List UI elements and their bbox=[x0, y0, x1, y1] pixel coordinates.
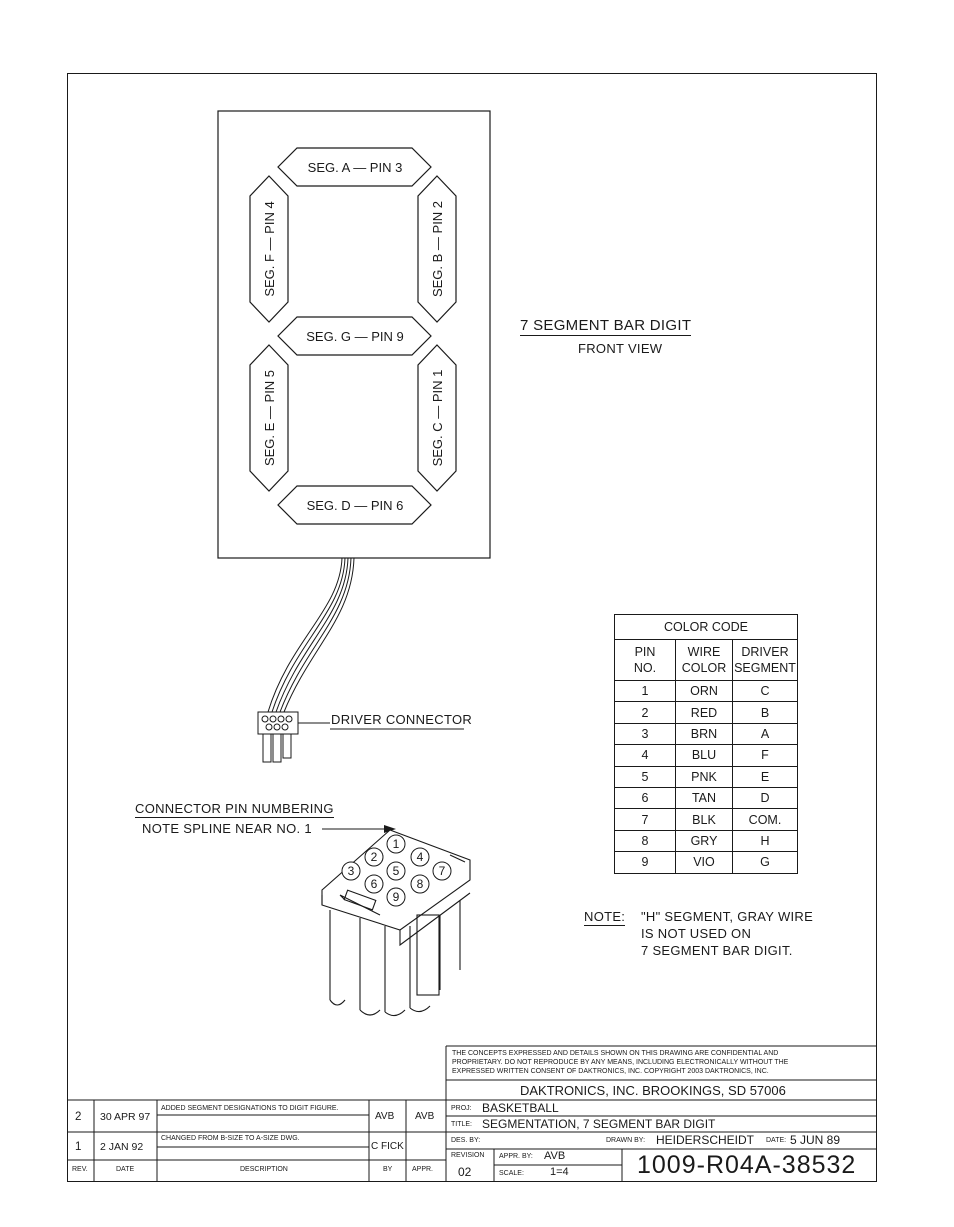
digit-subtitle: FRONT VIEW bbox=[578, 341, 663, 356]
date-header: DATE bbox=[116, 1166, 135, 1173]
table-row: 4 BLU F bbox=[615, 745, 798, 766]
appr-header: APPR. bbox=[412, 1166, 434, 1173]
table-row: 6 TAN D bbox=[615, 787, 798, 808]
description-header: DESCRIPTION bbox=[240, 1166, 288, 1173]
pin-2-label: 2 bbox=[370, 850, 378, 864]
confidential-notice: THE CONCEPTS EXPRESSED AND DETAILS SHOWN ON THIS DRAWING ARE CONFIDENTIAL AND PROPRIETARY. DO NOT REPRODUCE BY ANY MEANS, INCLUDING ELECTRONICALLY WITHOUT THE EXPRESSED WRITTEN CONSENT OF DAKTRONICS, INC. COPYRIGHT 2003 DAKTRONICS, INC. bbox=[452, 1050, 789, 1075]
drawing-title: SEGMENTATION, 7 SEGMENT BAR DIGIT bbox=[482, 1117, 716, 1131]
header-pin: PIN NO. bbox=[615, 640, 676, 681]
drawn-by: HEIDERSCHEIDT bbox=[656, 1133, 755, 1147]
rev-header: REV. bbox=[72, 1166, 88, 1173]
segment-c-label: SEG. C — PIN 1 bbox=[430, 369, 445, 467]
segment-a-label: SEG. A — PIN 3 bbox=[307, 160, 403, 175]
rev-2-date: 30 APR 97 bbox=[100, 1111, 151, 1123]
revision-label: REVISION bbox=[451, 1152, 485, 1159]
title-label: TITLE: bbox=[451, 1121, 473, 1128]
digit-title: 7 SEGMENT BAR DIGIT bbox=[520, 317, 692, 334]
table-row: 8 GRY H bbox=[615, 830, 798, 851]
table-row: 7 BLK COM. bbox=[615, 809, 798, 830]
rev-2-by: AVB bbox=[375, 1111, 395, 1122]
table-row: 1 ORN C bbox=[615, 681, 798, 702]
note-line-3: 7 SEGMENT BAR DIGIT. bbox=[641, 943, 793, 958]
scale: 1=4 bbox=[550, 1166, 569, 1178]
header-driver: DRIVER SEGMENT bbox=[733, 640, 798, 681]
pin-8-label: 8 bbox=[416, 877, 424, 891]
by-header: BY bbox=[383, 1166, 393, 1173]
company: DAKTRONICS, INC. BROOKINGS, SD 57006 bbox=[520, 1083, 786, 1098]
pin-5-label: 5 bbox=[392, 864, 400, 878]
segment-f-label: SEG. F — PIN 4 bbox=[262, 201, 277, 297]
table-row: 5 PNK E bbox=[615, 766, 798, 787]
rev-2: 2 bbox=[75, 1111, 82, 1123]
des-by-label: DES. BY: bbox=[451, 1137, 481, 1144]
segment-e-label: SEG. E — PIN 5 bbox=[262, 369, 277, 467]
appr-by: AVB bbox=[544, 1150, 566, 1162]
table-row: 2 RED B bbox=[615, 702, 798, 723]
rev-1-by: C FICK bbox=[371, 1141, 404, 1152]
spline-note: NOTE SPLINE NEAR NO. 1 bbox=[142, 821, 312, 836]
pin-9-label: 9 bbox=[392, 890, 400, 904]
pin-4-label: 4 bbox=[416, 850, 424, 864]
proj-label: PROJ: bbox=[451, 1105, 472, 1112]
driver-connector-label: DRIVER CONNECTOR bbox=[331, 712, 473, 727]
segment-d-label: SEG. D — PIN 6 bbox=[306, 498, 404, 513]
pin-1-label: 1 bbox=[392, 837, 400, 851]
note-line-2: IS NOT USED ON bbox=[641, 926, 752, 941]
date-label: DATE: bbox=[766, 1137, 787, 1144]
revision-number: 02 bbox=[458, 1165, 472, 1179]
appr-by-label: APPR. BY: bbox=[499, 1153, 533, 1160]
rev-1-date: 2 JAN 92 bbox=[100, 1141, 144, 1153]
pin-6-label: 6 bbox=[370, 877, 378, 891]
rev-2-appr: AVB bbox=[415, 1111, 435, 1122]
table-row: 3 BRN A bbox=[615, 723, 798, 744]
driver-connector-drawing bbox=[258, 712, 330, 762]
pin-7-label: 7 bbox=[438, 864, 446, 878]
header-wire: WIRE COLOR bbox=[676, 640, 733, 681]
pin-numbering-title: CONNECTOR PIN NUMBERING bbox=[135, 801, 334, 816]
connector-pin-drawing bbox=[322, 830, 470, 1016]
note-line-1: "H" SEGMENT, GRAY WIRE bbox=[641, 909, 814, 924]
color-code-table bbox=[614, 614, 798, 874]
table-row: 9 VIO G bbox=[615, 852, 798, 873]
scale-label: SCALE: bbox=[499, 1170, 524, 1177]
rev-1-description: CHANGED FROM B-SIZE TO A-SIZE DWG. bbox=[161, 1135, 300, 1142]
color-code-title: COLOR CODE bbox=[615, 615, 798, 640]
drawing-date: 5 JUN 89 bbox=[790, 1133, 841, 1147]
pin-3-label: 3 bbox=[347, 864, 355, 878]
segment-b-label: SEG. B — PIN 2 bbox=[430, 200, 445, 298]
note-label: NOTE: bbox=[584, 909, 626, 924]
rev-2-description: ADDED SEGMENT DESIGNATIONS TO DIGIT FIGURE. bbox=[161, 1105, 339, 1112]
segment-g-label: SEG. G — PIN 9 bbox=[306, 329, 404, 344]
project: BASKETBALL bbox=[482, 1101, 559, 1115]
rev-1: 1 bbox=[75, 1141, 82, 1153]
drawn-by-label: DRAWN BY: bbox=[606, 1137, 646, 1144]
drawing-number: 1009-R04A-38532 bbox=[637, 1151, 857, 1179]
wire-bundle bbox=[268, 558, 354, 712]
